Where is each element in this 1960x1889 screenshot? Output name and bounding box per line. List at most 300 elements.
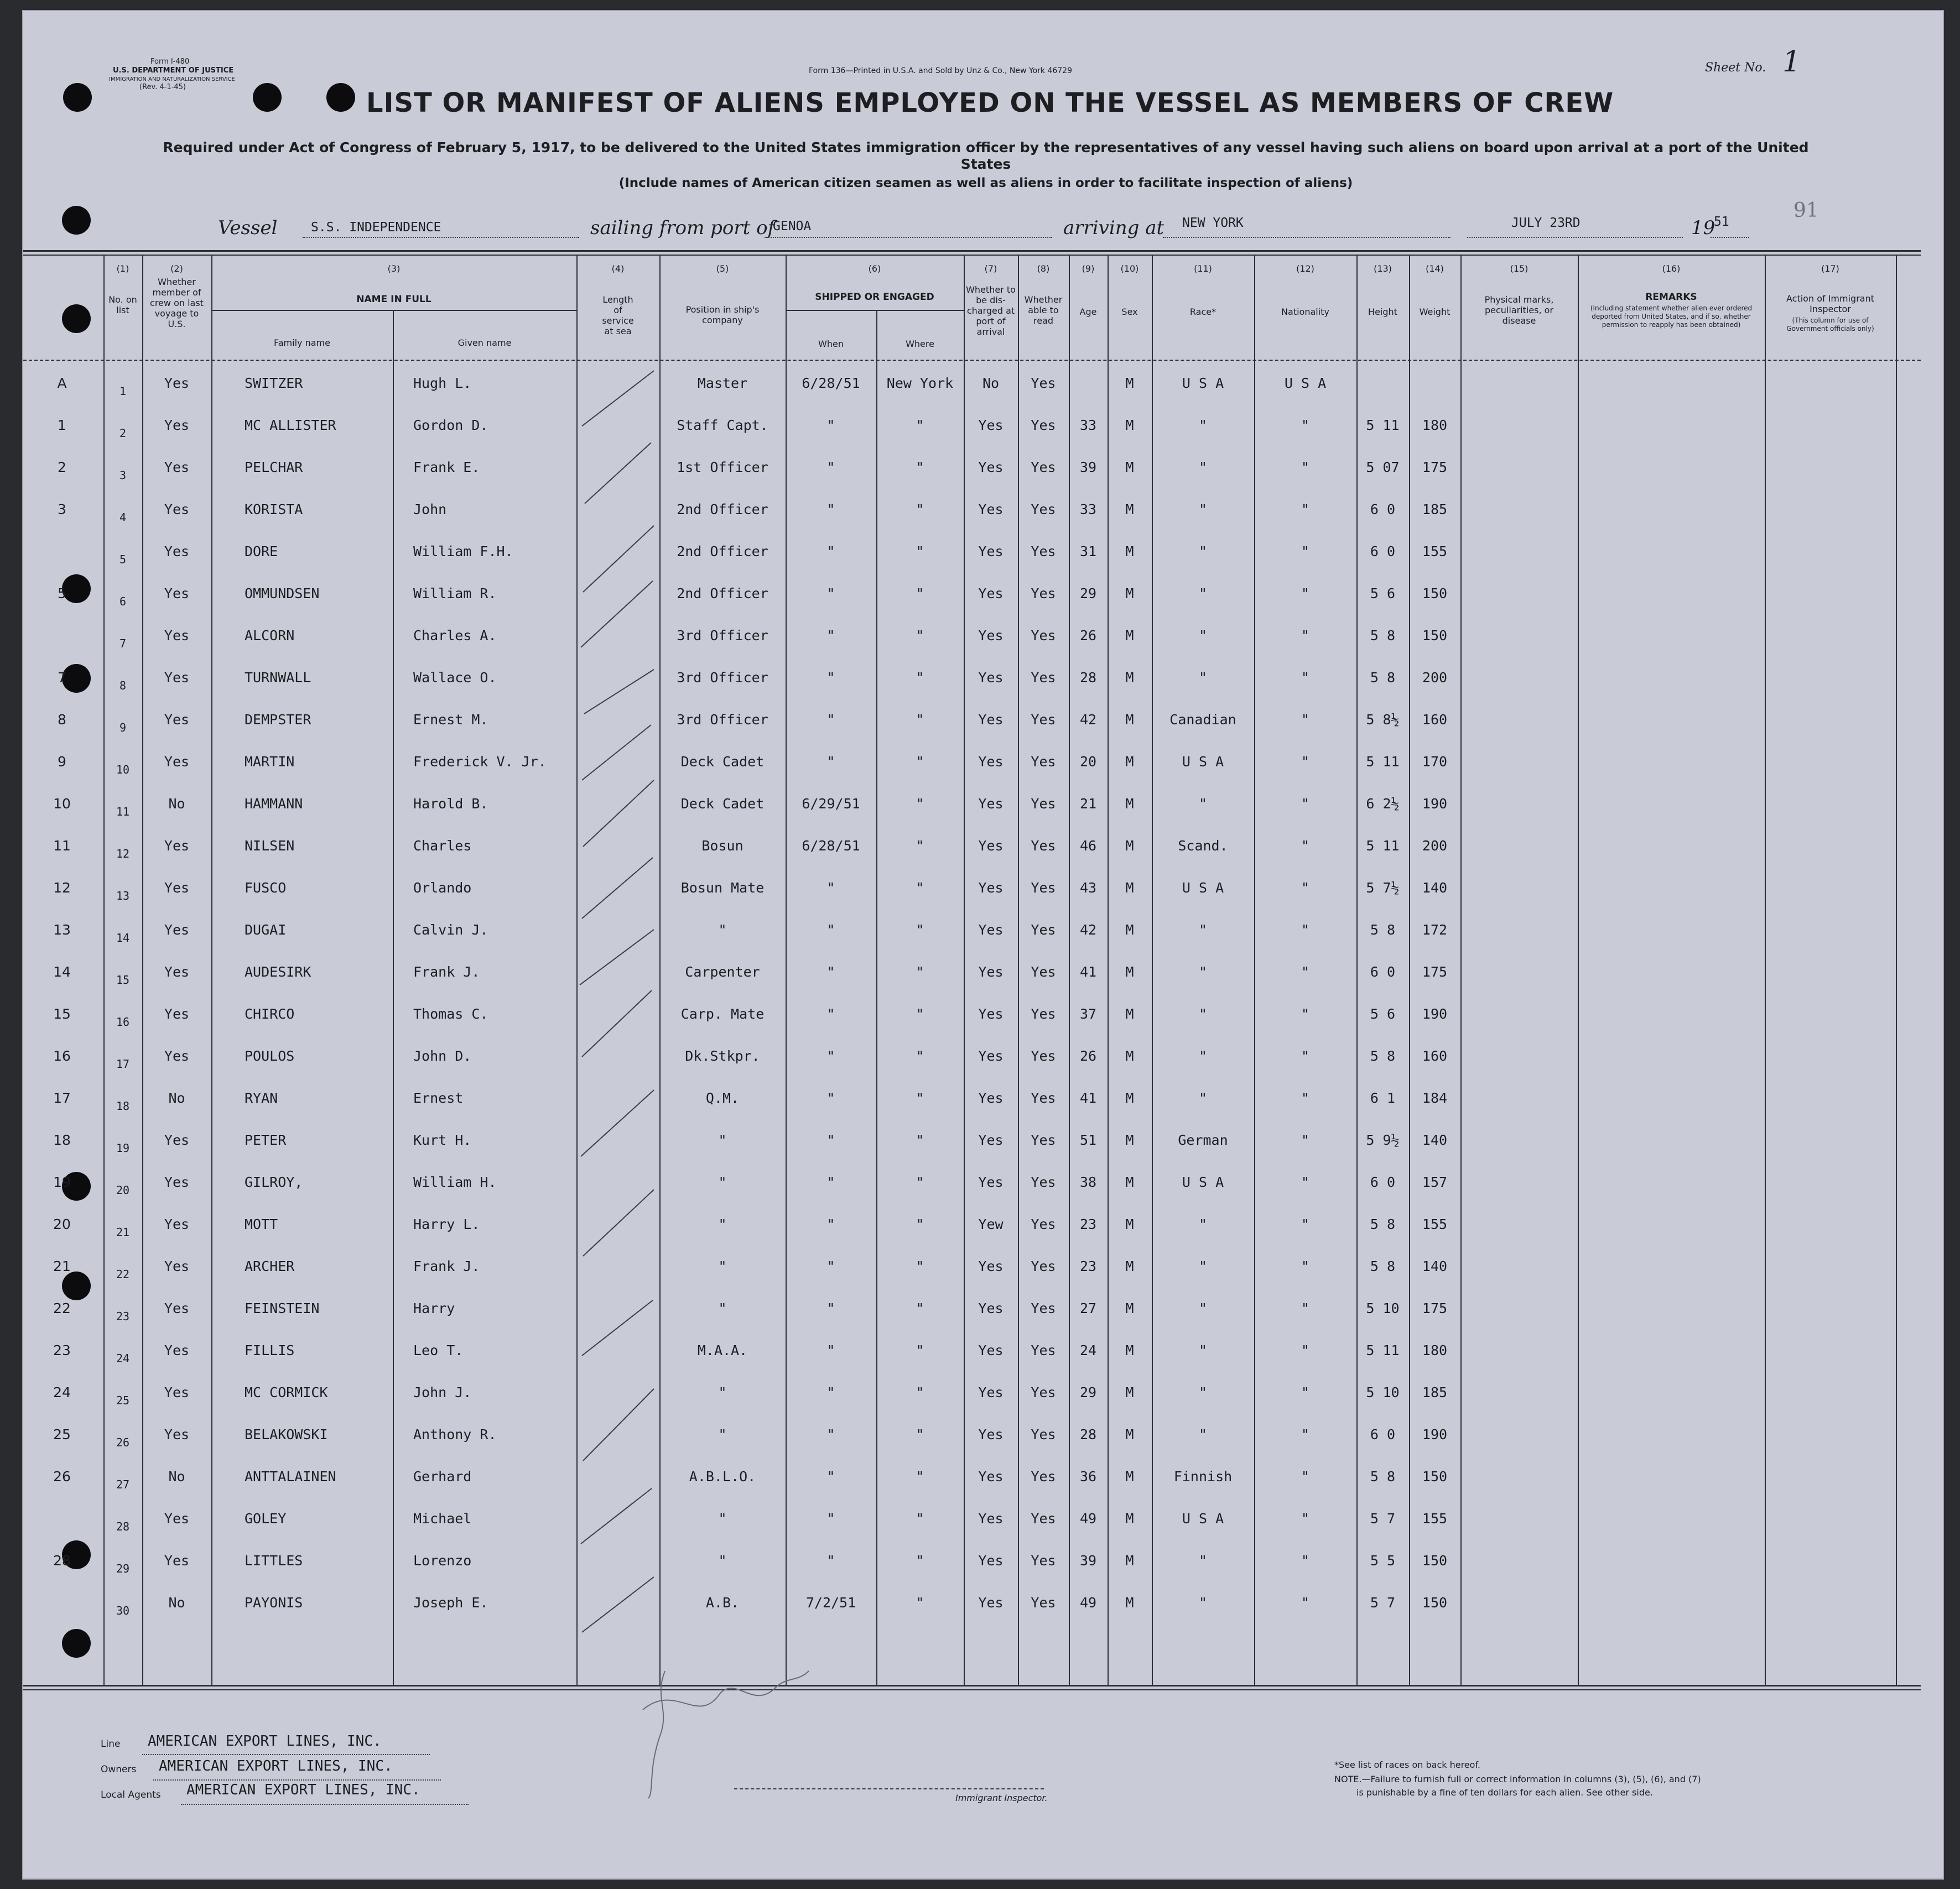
cell-margin: 2	[58, 459, 66, 475]
cell-read: Yes	[1031, 501, 1056, 517]
cell-nat: "	[1301, 838, 1310, 854]
cell-last: Yes	[164, 964, 190, 980]
cell-read: Yes	[1031, 1300, 1056, 1316]
punch-hole	[253, 83, 282, 112]
cell-sex: M	[1125, 1258, 1134, 1274]
cell-where: New York	[886, 375, 954, 391]
table-row	[23, 1206, 1921, 1248]
port-from: GENOA	[773, 219, 812, 233]
cell-weight: 150	[1422, 1595, 1448, 1611]
cell-last: Yes	[164, 1342, 190, 1358]
col8-header: Whether able to read	[1024, 294, 1063, 326]
cell-nat: "	[1301, 417, 1310, 433]
cell-race: "	[1198, 585, 1208, 601]
cell-race: "	[1198, 964, 1208, 980]
cell-margin: 22	[53, 1300, 71, 1316]
races-note: *See list of races on back hereof.	[1334, 1760, 1480, 1770]
cell-margin: 19	[53, 1174, 71, 1190]
cell-age: 29	[1079, 1384, 1097, 1400]
cell-age: 37	[1079, 1006, 1097, 1022]
table-row	[23, 828, 1921, 870]
cell-last: Yes	[164, 922, 190, 938]
cell-margin: 16	[53, 1048, 71, 1064]
cell-given: Gordon D.	[413, 417, 488, 433]
table-row	[23, 954, 1921, 996]
cell-age: 26	[1079, 627, 1097, 643]
cell-no: 22	[116, 1268, 130, 1281]
cell-height: 5 7	[1370, 1511, 1396, 1527]
cell-weight: 150	[1422, 1553, 1448, 1569]
cell-read: Yes	[1031, 1342, 1056, 1358]
cell-weight: 155	[1422, 1511, 1448, 1527]
cell-margin: 9	[58, 754, 66, 770]
cell-last: Yes	[164, 670, 190, 686]
cell-weight: 175	[1422, 1300, 1448, 1316]
cell-race: "	[1198, 1384, 1208, 1400]
cell-when: "	[826, 1342, 835, 1358]
cell-disch: Yes	[978, 501, 1004, 517]
cell-last: Yes	[164, 1174, 190, 1190]
cell-when: "	[826, 1384, 835, 1400]
table-row	[23, 533, 1921, 575]
cell-sex: M	[1125, 922, 1134, 938]
cell-sex: M	[1125, 1216, 1134, 1232]
cell-height: 5 7½	[1366, 880, 1400, 896]
cell-when: "	[826, 1132, 835, 1148]
cell-disch: Yes	[978, 838, 1004, 854]
cell-no: 11	[116, 805, 130, 818]
cell-family: GOLEY	[245, 1511, 287, 1527]
cell-when: "	[826, 712, 835, 728]
cell-position: Master	[697, 375, 748, 391]
cell-age: 42	[1079, 922, 1097, 938]
cell-weight: 172	[1422, 922, 1448, 938]
cell-race: "	[1198, 1426, 1208, 1442]
cell-position: Q.M.	[705, 1090, 740, 1106]
cell-last: Yes	[164, 838, 190, 854]
cell-given: Thomas C.	[413, 1006, 488, 1022]
cell-given: Orlando	[413, 880, 472, 896]
cell-age: 38	[1079, 1174, 1097, 1190]
cell-race: "	[1198, 1090, 1208, 1106]
cell-race: "	[1198, 796, 1208, 812]
cell-last: Yes	[164, 1384, 190, 1400]
cell-sex: M	[1125, 1384, 1134, 1400]
cell-when: 6/28/51	[802, 375, 860, 391]
cell-no: 1	[119, 385, 127, 398]
cell-race: "	[1198, 922, 1208, 938]
cell-margin: 26	[53, 1468, 71, 1485]
col6-header: SHIPPED OR ENGAGED	[815, 292, 934, 303]
cell-given: Anthony R.	[413, 1426, 497, 1442]
cell-family: MOTT	[245, 1216, 278, 1232]
cell-given: John D.	[413, 1048, 472, 1064]
manifest-sheet	[22, 10, 1944, 1880]
cell-weight: 160	[1422, 1048, 1448, 1064]
table-row	[23, 1122, 1921, 1164]
cell-sex: M	[1125, 1006, 1134, 1022]
cell-age: 27	[1079, 1300, 1097, 1316]
cell-given: William H.	[413, 1174, 497, 1190]
cell-sex: M	[1125, 585, 1134, 601]
table-row	[23, 365, 1921, 407]
cell-height: 5 10	[1366, 1384, 1400, 1400]
cell-sex: M	[1125, 1426, 1134, 1442]
cell-position: Carpenter	[685, 964, 760, 980]
inspector-label: Immigrant Inspector.	[955, 1793, 1048, 1803]
cell-no: 25	[116, 1394, 130, 1407]
col7-number: (7)	[984, 263, 997, 274]
cell-when: "	[826, 1258, 835, 1274]
col6a-header: When	[818, 339, 844, 349]
cell-where: "	[916, 1216, 924, 1232]
cell-last: Yes	[164, 1300, 190, 1316]
table-row	[23, 1290, 1921, 1332]
cell-where: "	[916, 417, 924, 433]
cell-given: Kurt H.	[413, 1132, 472, 1148]
cell-given: Wallace O.	[413, 670, 497, 686]
cell-when: "	[826, 964, 835, 980]
cell-position: 3rd Officer	[677, 627, 768, 643]
col16-number: (16)	[1662, 263, 1681, 274]
col17-note: (This column for use of Government officials only)	[1786, 316, 1874, 333]
cell-where: "	[916, 964, 924, 980]
cell-given: Charles	[413, 838, 472, 854]
cell-nat: "	[1301, 585, 1310, 601]
cell-read: Yes	[1031, 1258, 1056, 1274]
cell-age: 33	[1079, 417, 1097, 433]
cell-read: Yes	[1031, 880, 1056, 896]
cell-age: 42	[1079, 712, 1097, 728]
cell-race: "	[1198, 1258, 1208, 1274]
year-suffix: 51	[1714, 215, 1729, 229]
service: IMMIGRATION AND NATURALIZATION SERVICE	[109, 76, 235, 82]
cell-race: "	[1198, 1300, 1208, 1316]
cell-position: 1st Officer	[677, 459, 768, 475]
cell-given: Michael	[413, 1511, 472, 1527]
cell-age: 28	[1079, 670, 1097, 686]
cell-where: "	[916, 459, 924, 475]
cell-nat: "	[1301, 712, 1310, 728]
cell-margin: 3	[58, 501, 66, 517]
cell-family: KORISTA	[245, 501, 303, 517]
cell-family: SWITZER	[245, 375, 303, 391]
cell-where: "	[916, 1553, 924, 1569]
cell-read: Yes	[1031, 1174, 1056, 1190]
stamp-number: 91	[1793, 199, 1819, 222]
cell-sex: M	[1125, 880, 1134, 896]
cell-when: "	[826, 1426, 835, 1442]
table-row	[23, 912, 1921, 954]
cell-nat: "	[1301, 1216, 1310, 1232]
cell-no: 24	[116, 1352, 130, 1365]
cell-where: "	[916, 1468, 924, 1485]
cell-family: ALCORN	[245, 627, 295, 643]
cell-nat: "	[1301, 1090, 1310, 1106]
cell-position: "	[718, 1426, 727, 1442]
cell-read: Yes	[1031, 838, 1056, 854]
cell-age: 33	[1079, 501, 1097, 517]
cell-weight: 170	[1422, 754, 1448, 770]
cell-position: Deck Cadet	[680, 754, 765, 770]
cell-last: No	[168, 1468, 185, 1485]
cell-no: 15	[116, 973, 130, 987]
cell-where: "	[916, 796, 924, 812]
cell-when: "	[826, 922, 835, 938]
cell-sex: M	[1125, 796, 1134, 812]
cell-read: Yes	[1031, 543, 1056, 559]
cell-weight: 150	[1422, 627, 1448, 643]
cell-where: "	[916, 1384, 924, 1400]
cell-no: 12	[116, 847, 130, 860]
cell-when: "	[826, 585, 835, 601]
cell-age: 23	[1079, 1258, 1097, 1274]
cell-family: AUDESIRK	[245, 964, 311, 980]
cell-given: Charles A.	[413, 627, 497, 643]
cell-disch: Yes	[978, 712, 1004, 728]
cell-nat: "	[1301, 670, 1310, 686]
col15-number: (15)	[1510, 263, 1529, 274]
cell-where: "	[916, 585, 924, 601]
cell-race: Finnish	[1173, 1468, 1233, 1485]
cell-where: "	[916, 1174, 924, 1190]
cell-sex: M	[1125, 1595, 1134, 1611]
col10-number: (10)	[1120, 263, 1139, 274]
cell-last: Yes	[164, 1426, 190, 1442]
cell-sex: M	[1125, 670, 1134, 686]
cell-family: FEINSTEIN	[245, 1300, 320, 1316]
cell-height: 5 6	[1370, 1006, 1396, 1022]
cell-age: 51	[1079, 1132, 1097, 1148]
cell-margin: 13	[53, 922, 71, 938]
cell-margin: 17	[53, 1090, 71, 1106]
col8-number: (8)	[1037, 263, 1050, 274]
table-row	[23, 449, 1921, 491]
cell-age: 43	[1079, 880, 1097, 896]
cell-family: MARTIN	[245, 754, 295, 770]
cell-age: 49	[1079, 1511, 1097, 1527]
cell-weight: 180	[1422, 417, 1448, 433]
cell-given: Gerhard	[413, 1468, 472, 1485]
table-row	[23, 575, 1921, 617]
cell-disch: Yes	[978, 627, 1004, 643]
cell-nat: "	[1301, 543, 1310, 559]
cell-position: A.B.L.O.	[689, 1468, 756, 1485]
cell-where: "	[916, 880, 924, 896]
cell-when: "	[826, 1090, 835, 1106]
cell-given: Frank J.	[413, 1258, 480, 1274]
subtitle: Required under Act of Congress of February 5, 1917, to be delivered to the United States immigration officer by the representatives of any vessel having such aliens on board upon arrival at a port of the United States	[163, 139, 1809, 172]
cell-last: Yes	[164, 1511, 190, 1527]
cell-weight: 140	[1422, 1132, 1448, 1148]
cell-family: ARCHER	[245, 1258, 295, 1274]
cell-disch: Yes	[978, 459, 1004, 475]
cell-no: 18	[116, 1099, 130, 1113]
cell-given: Frank E.	[413, 459, 480, 475]
cell-margin: 11	[53, 838, 71, 854]
cell-weight: 190	[1422, 1426, 1448, 1442]
cell-read: Yes	[1031, 585, 1056, 601]
cell-position: "	[718, 1216, 727, 1232]
cell-nat: "	[1301, 1553, 1310, 1569]
col15-header: Physical marks, peculiarities, or disease	[1484, 294, 1554, 326]
cell-no: 26	[116, 1436, 130, 1449]
cell-disch: Yes	[978, 1342, 1004, 1358]
cell-last: Yes	[164, 1132, 190, 1148]
cell-disch: Yes	[978, 1426, 1004, 1442]
cell-weight: 175	[1422, 459, 1448, 475]
cell-height: 6 1	[1370, 1090, 1396, 1106]
cell-position: "	[718, 1511, 727, 1527]
cell-family: RYAN	[245, 1090, 278, 1106]
cell-race: "	[1198, 1048, 1208, 1064]
cell-height: 5 8	[1370, 1258, 1396, 1274]
cell-no: 30	[116, 1604, 130, 1617]
cell-margin: 23	[53, 1342, 71, 1358]
cell-age: 31	[1079, 543, 1097, 559]
cell-nat: "	[1301, 1342, 1310, 1358]
cell-nat: "	[1301, 1300, 1310, 1316]
cell-position: Dk.Stkpr.	[685, 1048, 760, 1064]
cell-last: Yes	[164, 1006, 190, 1022]
cell-sex: M	[1125, 1300, 1134, 1316]
cell-nat: "	[1301, 796, 1310, 812]
cell-given: Harold B.	[413, 796, 488, 812]
arrival-date: JULY 23RD	[1511, 216, 1581, 230]
cell-race: German	[1178, 1132, 1228, 1148]
port-to: NEW YORK	[1182, 216, 1244, 230]
cell-sex: M	[1125, 1090, 1134, 1106]
cell-margin: 21	[53, 1258, 71, 1274]
cell-height: 5 07	[1366, 459, 1400, 475]
cell-family: POULOS	[245, 1048, 295, 1064]
punch-hole	[62, 206, 91, 235]
cell-last: Yes	[164, 585, 190, 601]
cell-given: Lorenzo	[413, 1553, 472, 1569]
cell-when: "	[826, 1048, 835, 1064]
cell-where: "	[916, 1300, 924, 1316]
cell-height: 6 0	[1370, 1426, 1396, 1442]
table-row	[23, 1248, 1921, 1290]
cell-when: 6/29/51	[802, 796, 860, 812]
cell-last: Yes	[164, 375, 190, 391]
col1-header: No. on list	[108, 294, 137, 315]
cell-height: 5 8	[1370, 922, 1396, 938]
cell-age: 46	[1079, 838, 1097, 854]
cell-age: 39	[1079, 459, 1097, 475]
cell-when: "	[826, 417, 835, 433]
cell-age: 26	[1079, 1048, 1097, 1064]
cell-where: "	[916, 754, 924, 770]
cell-age: 20	[1079, 754, 1097, 770]
cell-disch: Yes	[978, 543, 1004, 559]
cell-sex: M	[1125, 838, 1134, 854]
cell-family: LITTLES	[245, 1553, 303, 1569]
cell-no: 5	[119, 553, 127, 566]
cell-when: "	[826, 754, 835, 770]
cell-position: "	[718, 1174, 727, 1190]
cell-weight: 200	[1422, 838, 1448, 854]
vessel-name: S.S. INDEPENDENCE	[311, 220, 441, 235]
cell-no: 21	[116, 1226, 130, 1239]
cell-race: "	[1198, 417, 1208, 433]
cell-last: No	[168, 1595, 185, 1611]
cell-where: "	[916, 1342, 924, 1358]
cell-where: "	[916, 1595, 924, 1611]
cell-last: Yes	[164, 501, 190, 517]
table-row	[23, 1459, 1921, 1501]
cell-read: Yes	[1031, 459, 1056, 475]
cell-disch: Yew	[978, 1216, 1004, 1232]
cell-family: OMMUNDSEN	[245, 585, 320, 601]
cell-sex: M	[1125, 964, 1134, 980]
cell-margin: 24	[53, 1384, 71, 1400]
cell-when: "	[826, 501, 835, 517]
cell-age: 39	[1079, 1553, 1097, 1569]
cell-race: "	[1198, 1216, 1208, 1232]
cell-read: Yes	[1031, 922, 1056, 938]
cell-given: John J.	[413, 1384, 472, 1400]
cell-height: 6 0	[1370, 964, 1396, 980]
owners-value: AMERICAN EXPORT LINES, INC.	[159, 1758, 393, 1774]
cell-last: Yes	[164, 1258, 190, 1274]
cell-family: GILROY,	[245, 1174, 303, 1190]
cell-where: "	[916, 838, 924, 854]
cell-age: 36	[1079, 1468, 1097, 1485]
cell-family: MC CORMICK	[245, 1384, 328, 1400]
cell-family: PETER	[245, 1132, 287, 1148]
cell-height: 5 8½	[1366, 712, 1400, 728]
cell-given: John	[413, 501, 447, 517]
cell-no: 4	[119, 511, 127, 524]
cell-last: Yes	[164, 880, 190, 896]
cell-read: Yes	[1031, 754, 1056, 770]
col14-header: Weight	[1419, 307, 1450, 317]
cell-sex: M	[1125, 501, 1134, 517]
cell-no: 6	[119, 595, 127, 608]
cell-position: "	[718, 1384, 727, 1400]
punch-hole	[62, 304, 91, 333]
col4-header: Length of service at sea	[602, 294, 634, 336]
cell-no: 17	[116, 1057, 130, 1071]
cell-race: "	[1198, 501, 1208, 517]
cell-nat: "	[1301, 1384, 1310, 1400]
cell-position: "	[718, 1258, 727, 1274]
cell-last: Yes	[164, 754, 190, 770]
cell-no: 14	[116, 931, 130, 944]
col12-header: Nationality	[1281, 307, 1329, 317]
cell-no: 8	[119, 679, 127, 692]
cell-when: 7/2/51	[805, 1595, 856, 1611]
cell-height: 5 10	[1366, 1300, 1400, 1316]
penalty-note-cont: is punishable by a fine of ten dollars for each alien. See other side.	[1356, 1787, 1653, 1798]
department: U.S. DEPARTMENT OF JUSTICE	[113, 66, 234, 75]
table-row	[23, 1164, 1921, 1206]
cell-last: No	[168, 1090, 185, 1106]
cell-margin: 18	[53, 1132, 71, 1148]
cell-age: 41	[1079, 964, 1097, 980]
cell-where: "	[916, 922, 924, 938]
cell-last: Yes	[164, 1048, 190, 1064]
cell-nat: "	[1301, 1595, 1310, 1611]
cell-position: "	[718, 922, 727, 938]
cell-given: Ernest M.	[413, 712, 488, 728]
cell-height: 5 9½	[1366, 1132, 1400, 1148]
cell-sex: M	[1125, 1553, 1134, 1569]
cell-age: 23	[1079, 1216, 1097, 1232]
cell-family: PELCHAR	[245, 459, 303, 475]
cell-weight: 190	[1422, 796, 1448, 812]
